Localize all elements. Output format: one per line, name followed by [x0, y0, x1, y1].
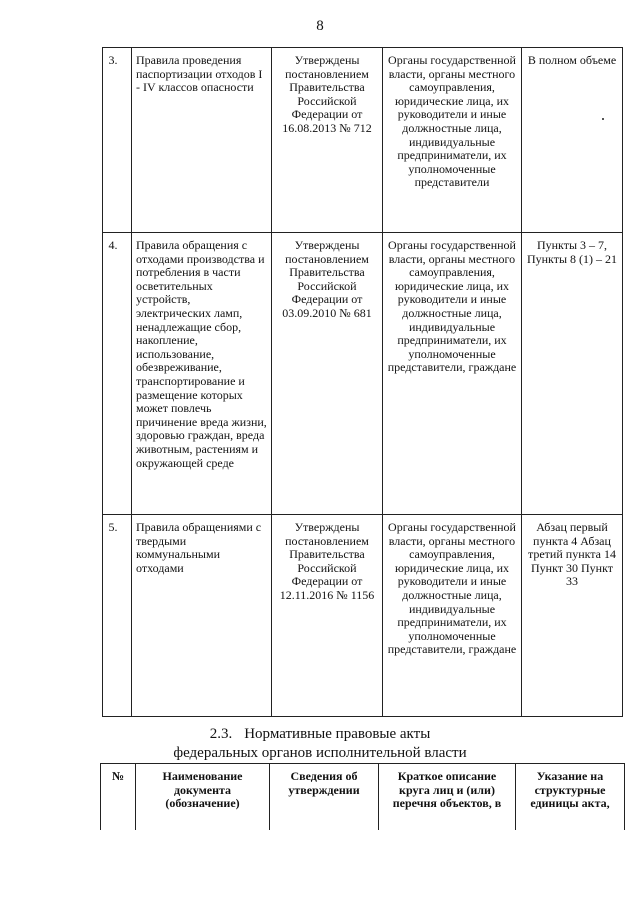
header-name: Наименование документа (обозначение)	[136, 764, 270, 831]
section-title-line1: Нормативные правовые акты	[244, 726, 431, 742]
section-title	[0, 725, 640, 763]
section-number: 2.3.	[209, 726, 233, 742]
header-num: №	[101, 764, 136, 831]
structural-units: В полном объеме	[522, 48, 623, 233]
subjects-description: Органы государственной власти, органы местного самоуправления, юридические лица, их руководители и иные должностные лица, индивидуальные предприниматели, их уполномоченные представители, граждане	[383, 233, 522, 515]
document-name: Правила проведения паспортизации отходов I - IV классов опасности	[132, 48, 272, 233]
approval-info: Утверждены постановлением Правительства Российской Федерации от 03.09.2010 № 681	[272, 233, 383, 515]
section-title-line2: федеральных органов исполнительной власти	[173, 745, 467, 761]
subjects-description: Органы государственной власти, органы местного самоуправления, юридические лица, их руководители и иные должностные лица, индивидуальные предприниматели, их уполномоченные представители	[383, 48, 522, 233]
header-row	[101, 764, 625, 831]
row-number: 4.	[103, 233, 132, 515]
header-approval: Сведения об утверждении	[270, 764, 379, 831]
scan-speck	[602, 118, 604, 120]
structural-units: Абзац первый пункта 4 Абзац третий пункта 14 Пункт 30 Пункт 33	[522, 515, 623, 717]
requirements-table	[102, 47, 623, 717]
header-subjects: Краткое описание круга лиц и (или) перечня объектов, в	[379, 764, 516, 831]
table-row	[103, 233, 623, 515]
row-number: 3.	[103, 48, 132, 233]
page-number: 8	[316, 18, 324, 34]
row-number: 5.	[103, 515, 132, 717]
table-row	[103, 515, 623, 717]
federal-acts-table-header	[100, 763, 625, 830]
table-row	[103, 48, 623, 233]
approval-info: Утверждены постановлением Правительства Российской Федерации от 12.11.2016 № 1156	[272, 515, 383, 717]
subjects-description: Органы государственной власти, органы местного самоуправления, юридические лица, их руководители и иные должностные лица, индивидуальные предприниматели, их уполномоченные представители, граждане	[383, 515, 522, 717]
header-scope: Указание на структурные единицы акта,	[516, 764, 625, 831]
approval-info: Утверждены постановлением Правительства Российской Федерации от 16.08.2013 № 712	[272, 48, 383, 233]
structural-units: Пункты 3 – 7, Пункты 8 (1) – 21	[522, 233, 623, 515]
document-name: Правила обращениями с твердыми коммунальными отходами	[132, 515, 272, 717]
document-name: Правила обращения с отходами производства и потребления в части осветительных устройств, электрических ламп, ненадлежащие сбор, накопление, использование, обезвреживание, транспортирование и размещение которых может повлечь причинение вреда жизни, здоровью граждан, вреда животным, растениям и окружающей среде	[132, 233, 272, 515]
